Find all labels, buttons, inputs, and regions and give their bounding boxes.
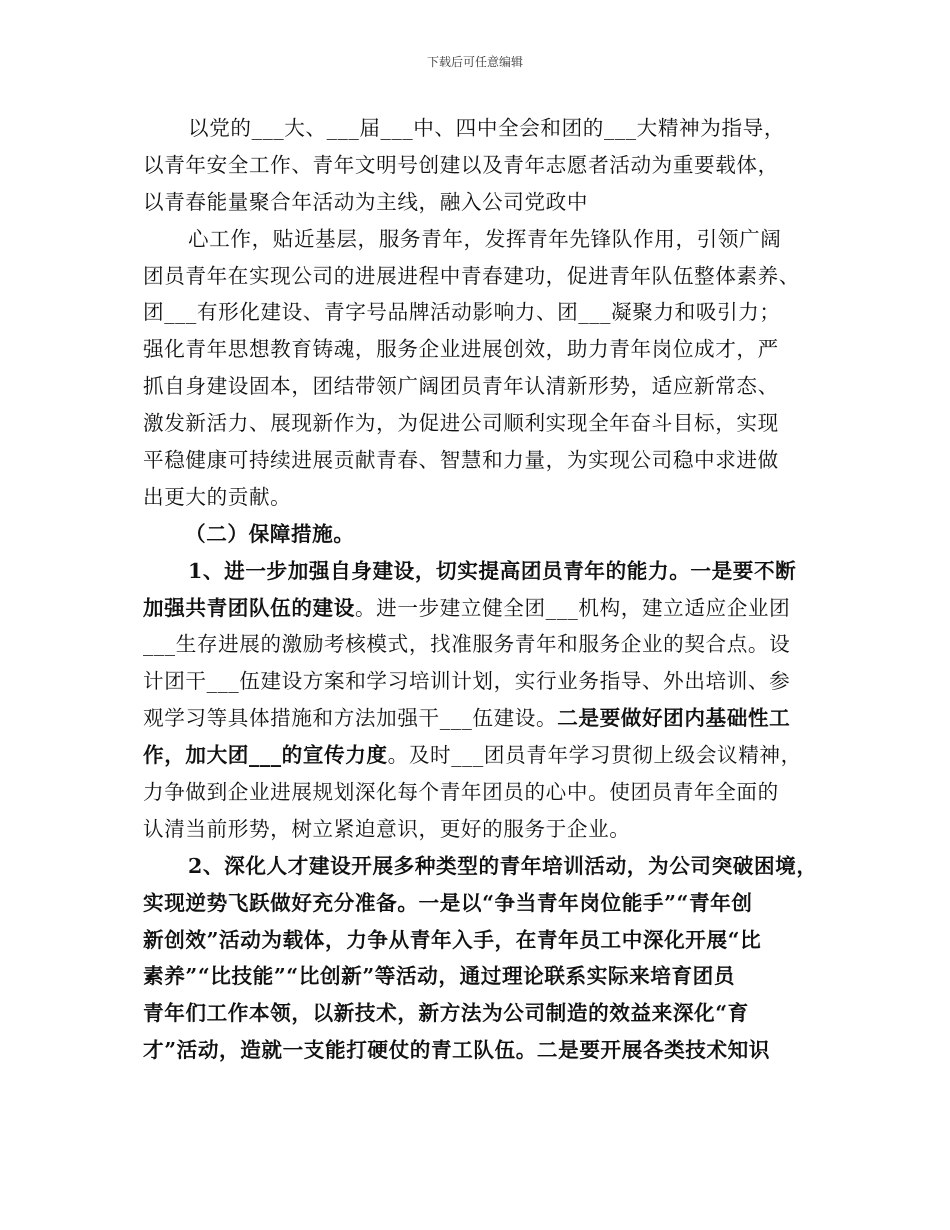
text-line [143,221,823,258]
bold-text-segment: （二）保障措施。 [185,521,355,546]
text-line [143,184,823,221]
text-line [143,700,823,737]
text-segment: 计团干___伍建设方案和学习培训计划，实行业务指导、外出培训、参 [143,669,791,694]
text-line [143,885,823,922]
text-line [143,331,823,368]
text-line [143,774,823,811]
text-line [143,922,823,959]
text-line [143,848,823,885]
document-body [143,110,823,1069]
text-line [143,405,823,442]
text-segment: 强化青年思想教育铸魂，服务企业进展创效，助力青年岗位成才，严 [143,337,779,362]
text-line [143,516,823,553]
bold-text-segment: 新创效”活动为载体，力争从青年入手，在青年员工中深化开展“比 [143,927,762,952]
text-line [143,590,823,627]
text-line [143,663,823,700]
bold-text-segment: 加强共青团队伍的建设 [143,595,355,620]
text-segment: 以青年安全工作、青年文明号创建以及青年志愿者活动为重要载体， [143,152,779,177]
text-line [143,147,823,184]
bold-text-segment: 青年们工作本领，以新技术，新方法为公司制造的效益来深化“育 [143,1001,749,1026]
text-line [143,258,823,295]
bold-text-segment: 素养”“比技能”“比创新”等活动，通过理论联系实际来培育团员 [143,964,736,989]
page-header: 下载后可任意编辑 [426,55,523,69]
text-line [143,442,823,479]
text-line [143,1032,823,1069]
text-segment: 激发新活力、展现新作为，为促进公司顺利实现全年奋斗目标，实现 [143,411,779,436]
text-segment: 。及时___团员青年学习贯彻上级会议精神， [387,743,802,768]
bold-text-segment: 1、进一步加强自身建设，切实提高团员青年的能力。一是要不断 [188,558,797,583]
text-segment: 团员青年在实现公司的进展进程中青春建功，促进青年队伍整体素养、 [143,263,801,288]
text-line [143,958,823,995]
bold-text-segment: 作，加大团___的宣传力度 [143,743,388,768]
text-segment: 以青春能量聚合年活动为主线，融入公司党政中 [143,189,589,214]
bold-text-segment: 二是要做好团内基础性工 [557,706,791,731]
text-segment: 团___有形化建设、青字号品牌活动影响力、团___凝聚力和吸引力； [143,300,781,325]
text-line [143,368,823,405]
text-segment: 。进一步建立健全团___机构，建立适应企业团 [354,595,791,620]
bold-text-segment: 才”活动，造就一支能打硬仗的青工队伍。二是要开展各类技术知识 [143,1038,771,1063]
text-segment: 观学习等具体措施和方法加强干___伍建设。 [143,706,558,731]
text-line [143,553,823,590]
text-line [143,479,823,516]
text-line [143,995,823,1032]
text-segment: ___生存进展的激励考核模式，找准服务青年和服务企业的契合点。设 [143,632,791,657]
text-line [143,737,823,774]
text-segment: 认清当前形势，树立紧迫意识，更好的服务于企业。 [143,816,631,841]
text-segment: 心工作，贴近基层，服务青年，发挥青年先锋队作用，引领广阔 [188,226,782,251]
text-segment: 平稳健康可持续进展贡献青春、智慧和力量，为实现公司稳中求进做 [143,448,779,473]
text-line [143,110,823,147]
text-line [143,811,823,848]
text-segment: 抓自身建设固本，团结带领广阔团员青年认清新形势，适应新常态、 [143,374,779,399]
bold-text-segment: 2、深化人才建设开展多种类型的青年培训活动，为公司突破困境， [188,853,818,878]
bold-text-segment: 实现逆势飞跃做好充分准备。一是以“争当青年岗位能手”“青年创 [143,890,753,915]
text-line [143,626,823,663]
text-segment: 出更大的贡献。 [143,484,292,509]
text-line [143,294,823,331]
text-segment: 力争做到企业进展规划深化每个青年团员的心中。使团员青年全面的 [143,780,779,805]
text-segment: 以党的___大、___届___中、四中全会和团的___大精神为指导， [188,116,786,140]
